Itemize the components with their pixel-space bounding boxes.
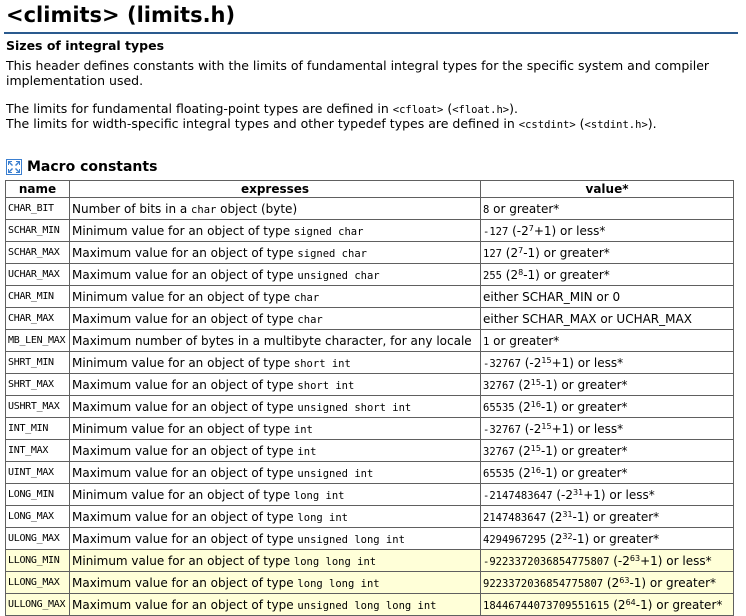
column-header-value: value* <box>481 181 734 198</box>
note-text: The limits for width-specific integral types and other typedef types are defined in <box>6 116 519 131</box>
macro-icon <box>6 159 22 175</box>
constant-name[interactable]: LLONG_MAX <box>6 572 70 594</box>
value-exponent: 31 <box>562 509 573 519</box>
constant-value <box>481 374 734 396</box>
constant-description <box>70 264 481 286</box>
description-text: Maximum value for an object of type <box>72 575 298 590</box>
float-h-link[interactable]: <float.h> <box>452 104 510 116</box>
macro-constants-table <box>5 180 734 616</box>
column-header-expresses: expresses <box>70 181 481 198</box>
constant-name[interactable]: CHAR_BIT <box>6 198 70 220</box>
table-header-row <box>6 181 734 198</box>
value-expression-end: +1) <box>640 553 663 568</box>
value-expression-end: -1) <box>540 399 558 414</box>
type-name: unsigned char <box>297 269 380 282</box>
note-text: ). <box>647 116 657 131</box>
value-number: 32767 <box>483 379 515 392</box>
constant-name[interactable]: LONG_MAX <box>6 506 70 528</box>
constant-description <box>70 572 481 594</box>
description-text: Minimum value for an object of type <box>72 223 294 238</box>
description-text: Minimum value for an object of type <box>72 553 294 568</box>
constant-description <box>70 396 481 418</box>
value-text: or less* <box>556 223 606 238</box>
type-name: long int <box>293 489 345 502</box>
value-number: 255 <box>483 269 502 282</box>
constant-name[interactable]: LLONG_MIN <box>6 550 70 572</box>
type-name: long long int <box>293 555 377 568</box>
value-text: or greater* <box>646 575 717 590</box>
value-expression: (2 <box>546 509 563 524</box>
table-row <box>6 264 734 286</box>
table-row <box>6 220 734 242</box>
value-text: or greater* <box>539 267 610 282</box>
value-expression-end: -1) <box>540 465 558 480</box>
description-text: Maximum value for an object of type <box>72 267 298 282</box>
description-text: Minimum value for an object of type <box>72 487 294 502</box>
constant-value <box>481 286 734 308</box>
table-row <box>6 286 734 308</box>
stdint-limits-note <box>6 116 736 133</box>
constant-description <box>70 374 481 396</box>
description-tail: object (byte) <box>216 201 298 216</box>
value-text: or greater* <box>652 597 723 612</box>
constant-description <box>70 330 481 352</box>
page-header <box>0 0 746 34</box>
type-name: char <box>293 291 320 304</box>
table-row <box>6 462 734 484</box>
constant-name[interactable]: ULLONG_MAX <box>6 594 70 616</box>
table-row <box>6 484 734 506</box>
description-text: Minimum value for an object of type <box>72 421 294 436</box>
value-expression: (-2 <box>552 487 574 502</box>
constant-value <box>481 418 734 440</box>
value-number: 18446744073709551615 <box>483 599 610 612</box>
value-exponent: 63 <box>629 553 641 563</box>
value-expression-end: +1) <box>583 487 606 502</box>
value-text: or less* <box>573 355 624 370</box>
value-expression: (-2 <box>520 421 542 436</box>
description-text: Maximum value for an object of type <box>72 443 298 458</box>
value-exponent: 15 <box>530 377 541 387</box>
type-name: unsigned int <box>297 467 374 480</box>
value-exponent: 16 <box>530 399 541 409</box>
value-text: or greater* <box>489 333 560 348</box>
table-row <box>6 330 734 352</box>
cstdint-link[interactable]: <cstdint> <box>518 119 576 131</box>
constant-name[interactable]: USHRT_MAX <box>6 396 70 418</box>
value-expression-end: -1) <box>572 531 590 546</box>
description-text: Minimum value for an object of type <box>72 355 294 370</box>
constant-name[interactable]: SCHAR_MIN <box>6 220 70 242</box>
value-number: 127 <box>483 247 502 260</box>
constant-value <box>481 308 734 330</box>
constant-value <box>481 396 734 418</box>
value-number: 65535 <box>483 401 515 414</box>
constant-description <box>70 550 481 572</box>
description-text: Maximum value for an object of type <box>72 465 298 480</box>
value-text: or greater* <box>557 399 628 414</box>
value-expression-end: -1) <box>635 597 653 612</box>
table-row <box>6 506 734 528</box>
value-expression-end: +1) <box>551 421 574 436</box>
note-text: ). <box>509 101 518 116</box>
value-exponent: 7 <box>528 223 534 233</box>
constant-value <box>481 572 734 594</box>
value-number: -32767 <box>483 423 521 436</box>
value-number: -32767 <box>483 357 521 370</box>
description-text: Maximum number of bytes in a multibyte character, for any locale <box>72 333 472 348</box>
value-number: 8 <box>483 203 490 216</box>
table-row <box>6 594 734 616</box>
constant-name[interactable]: UINT_MAX <box>6 462 70 484</box>
stdint-h-link[interactable]: <stdint.h> <box>584 119 648 131</box>
intro-paragraph: This header defines constants with the limits of fundamental integral types for the specific system and compiler implementation used. <box>6 58 710 88</box>
table-row <box>6 550 734 572</box>
value-expression: (-2 <box>609 553 630 568</box>
description-text: Maximum value for an object of type <box>72 597 298 612</box>
type-name: int <box>297 445 317 458</box>
note-text: ( <box>443 101 453 116</box>
constant-value <box>481 352 734 374</box>
value-expression-end: +1) <box>533 223 557 238</box>
description-text: Number of bits in a <box>72 201 192 216</box>
value-text: or greater* <box>557 377 628 392</box>
constant-name[interactable]: SCHAR_MAX <box>6 242 70 264</box>
constant-description <box>70 594 481 616</box>
value-text: or greater* <box>489 201 560 216</box>
page-subtitle: Sizes of integral types <box>6 38 165 53</box>
constant-name[interactable]: LONG_MIN <box>6 484 70 506</box>
value-expression-end: -1) <box>523 267 540 282</box>
note-text: ( <box>575 116 585 131</box>
value-expression: (-2 <box>520 355 542 370</box>
value-expression-end: -1) <box>629 575 647 590</box>
constant-value <box>481 550 734 572</box>
value-expression: (2 <box>603 575 620 590</box>
value-expression: (2 <box>514 443 531 458</box>
value-exponent: 32 <box>562 531 573 541</box>
constant-name[interactable]: CHAR_MIN <box>6 286 70 308</box>
constant-value <box>481 528 734 550</box>
constant-description <box>70 528 481 550</box>
value-exponent: 8 <box>518 267 524 277</box>
type-name: signed char <box>297 247 367 260</box>
value-number: 4294967295 <box>483 533 547 546</box>
constant-description <box>70 418 481 440</box>
value-number: 9223372036854775807 <box>483 577 604 590</box>
description-text: Maximum value for an object of type <box>72 399 298 414</box>
constant-name[interactable]: UCHAR_MAX <box>6 264 70 286</box>
value-text: or greater* <box>557 443 628 458</box>
value-text: or greater* <box>589 531 660 546</box>
constant-description <box>70 242 481 264</box>
constant-name[interactable]: INT_MAX <box>6 440 70 462</box>
value-number: 2147483647 <box>483 511 547 524</box>
constant-value <box>481 242 734 264</box>
constant-description <box>70 506 481 528</box>
constant-name[interactable]: ULONG_MAX <box>6 528 70 550</box>
constant-value <box>481 264 734 286</box>
description-text: Maximum value for an object of type <box>72 509 298 524</box>
constant-value <box>481 462 734 484</box>
type-name: char <box>297 313 323 326</box>
value-text: or less* <box>662 553 712 568</box>
type-name: long long int <box>297 577 380 590</box>
value-exponent: 7 <box>518 245 524 255</box>
constant-value <box>481 484 734 506</box>
constant-description <box>70 484 481 506</box>
value-number: -2147483647 <box>483 489 553 502</box>
constant-name[interactable]: SHRT_MIN <box>6 352 70 374</box>
type-name: char <box>191 203 217 216</box>
value-expression: (2 <box>501 267 519 282</box>
constant-description <box>70 440 481 462</box>
type-name: short int <box>297 379 355 392</box>
type-name: unsigned long int <box>297 533 405 546</box>
value-exponent: 15 <box>541 355 552 365</box>
value-text: or less* <box>573 421 624 436</box>
value-exponent: 15 <box>530 443 541 453</box>
type-name: unsigned long long int <box>297 599 437 612</box>
value-expression-end: -1) <box>540 443 558 458</box>
section-title: Macro constants <box>27 159 158 175</box>
value-exponent: 15 <box>541 421 552 431</box>
column-header-name: name <box>6 181 70 198</box>
constant-value <box>481 594 734 616</box>
description-text: Minimum value for an object of type <box>72 289 294 304</box>
value-text: or greater* <box>539 245 610 260</box>
type-name: long int <box>297 511 348 524</box>
constant-description <box>70 286 481 308</box>
value-exponent: 64 <box>625 597 636 607</box>
table-row <box>6 198 734 220</box>
constant-value <box>481 506 734 528</box>
value-expression-end: +1) <box>551 355 574 370</box>
constant-description <box>70 352 481 374</box>
table-row <box>6 308 734 330</box>
value-expression: (-2 <box>508 223 529 238</box>
value-expression: (2 <box>546 531 563 546</box>
value-expression-end: -1) <box>523 245 540 260</box>
title-rule <box>4 32 738 34</box>
value-exponent: 16 <box>530 465 541 475</box>
value-expression-end: -1) <box>540 377 558 392</box>
constant-description <box>70 220 481 242</box>
table-row <box>6 418 734 440</box>
note-text: The limits for fundamental floating-point types are defined in <box>6 101 393 116</box>
constant-description <box>70 462 481 484</box>
value-text: or less* <box>605 487 655 502</box>
type-name: signed char <box>293 225 364 238</box>
table-row <box>6 242 734 264</box>
description-text: Maximum value for an object of type <box>72 245 298 260</box>
value-number: -9223372036854775807 <box>483 555 610 568</box>
cfloat-link[interactable]: <cfloat> <box>392 104 444 116</box>
constant-value <box>481 220 734 242</box>
value-text: or greater* <box>557 465 628 480</box>
constant-description <box>70 308 481 330</box>
constant-name[interactable]: INT_MIN <box>6 418 70 440</box>
type-name: int <box>293 423 313 436</box>
description-text: Maximum value for an object of type <box>72 377 298 392</box>
page-title: <climits> (limits.h) <box>6 3 236 27</box>
table-row <box>6 528 734 550</box>
constant-value <box>481 198 734 220</box>
value-expression: (2 <box>514 399 531 414</box>
value-exponent: 63 <box>619 575 630 585</box>
description-text: Maximum value for an object of type <box>72 311 298 326</box>
value-number: -127 <box>483 225 509 238</box>
table-row <box>6 374 734 396</box>
value-expression: (2 <box>609 597 626 612</box>
constant-name[interactable]: SHRT_MAX <box>6 374 70 396</box>
constant-name[interactable]: MB_LEN_MAX <box>6 330 70 352</box>
value-expression: (2 <box>514 465 531 480</box>
value-exponent: 31 <box>573 487 584 497</box>
type-name: unsigned short int <box>297 401 412 414</box>
value-expression-end: -1) <box>572 509 590 524</box>
constant-value <box>481 440 734 462</box>
value-number: 1 <box>483 335 490 348</box>
table-row <box>6 440 734 462</box>
constant-value <box>481 330 734 352</box>
table-row <box>6 572 734 594</box>
value-text: either SCHAR_MIN or 0 <box>483 289 621 304</box>
value-text: or greater* <box>589 509 660 524</box>
constant-name[interactable]: CHAR_MAX <box>6 308 70 330</box>
description-text: Maximum value for an object of type <box>72 531 298 546</box>
macro-constants-section <box>6 157 157 177</box>
table-row <box>6 352 734 374</box>
table-row <box>6 396 734 418</box>
constant-description <box>70 198 481 220</box>
value-number: 65535 <box>483 467 515 480</box>
value-text: either SCHAR_MAX or UCHAR_MAX <box>483 311 692 326</box>
value-number: 32767 <box>483 445 515 458</box>
value-expression: (2 <box>514 377 531 392</box>
value-expression: (2 <box>501 245 519 260</box>
type-name: short int <box>293 357 351 370</box>
